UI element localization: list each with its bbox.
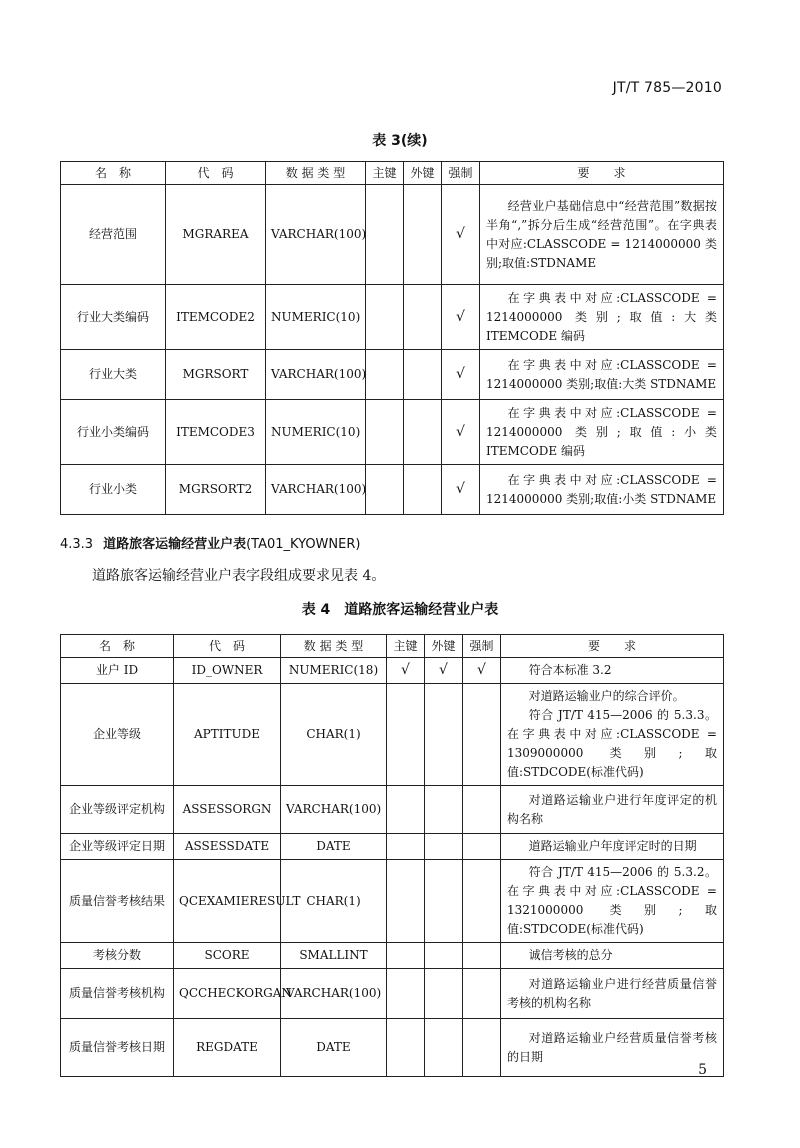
field-name-cell: 企业等级 — [61, 684, 174, 786]
col-header-type: 数 据 类 型 — [266, 162, 366, 185]
foreign-key-cell — [425, 860, 463, 943]
field-name-cell: 考核分数 — [61, 943, 174, 969]
table-row — [61, 285, 724, 350]
field-code-cell: MGRSORT — [166, 350, 266, 400]
primary-key-cell — [387, 969, 425, 1019]
field-type-cell: DATE — [281, 834, 387, 860]
foreign-key-cell — [425, 1019, 463, 1077]
required-cell: √ — [442, 400, 480, 465]
col-header-fk: 外键 — [425, 635, 463, 658]
primary-key-cell — [387, 684, 425, 786]
table4-body — [61, 658, 724, 1077]
standard-code: JT/T 785—2010 — [612, 80, 722, 96]
requirement-text: 道路运输业户年度评定时的日期 — [528, 839, 697, 853]
col-header-pk: 主键 — [366, 162, 404, 185]
col-header-pk: 主键 — [387, 635, 425, 658]
field-code-cell: MGRSORT2 — [166, 465, 266, 515]
requirement-text: 在字典表中对应:CLASSCODE = 1214000000 类别;取值:大类 STDNAME — [486, 357, 717, 391]
table-row — [61, 860, 724, 943]
field-name-cell: 行业小类编码 — [61, 400, 166, 465]
field-name-cell: 行业大类编码 — [61, 285, 166, 350]
field-type-cell: CHAR(1) — [281, 684, 387, 786]
field-code-cell: QCCHECKORGAN — [174, 969, 281, 1019]
required-cell: √ — [463, 658, 501, 684]
field-name-cell: 业户 ID — [61, 658, 174, 684]
primary-key-cell — [366, 465, 404, 515]
field-name-cell: 企业等级评定机构 — [61, 786, 174, 834]
requirement-cell — [501, 860, 724, 943]
required-cell: √ — [442, 350, 480, 400]
field-type-cell: SMALLINT — [281, 943, 387, 969]
field-type-cell: CHAR(1) — [281, 860, 387, 943]
required-cell — [463, 684, 501, 786]
field-code-cell: ASSESSORGN — [174, 786, 281, 834]
foreign-key-cell — [404, 185, 442, 285]
required-cell — [463, 943, 501, 969]
field-code-cell: ASSESSDATE — [174, 834, 281, 860]
field-type-cell: NUMERIC(10) — [266, 285, 366, 350]
field-name-cell: 经营范围 — [61, 185, 166, 285]
field-type-cell: DATE — [281, 1019, 387, 1077]
primary-key-cell — [366, 350, 404, 400]
col-header-fk: 外键 — [404, 162, 442, 185]
foreign-key-cell — [425, 684, 463, 786]
table-row — [61, 185, 724, 285]
requirement-cell — [480, 465, 724, 515]
foreign-key-cell — [425, 786, 463, 834]
requirement-text: 符合 JT/T 415—2006 的 5.3.3。在字典表中对应:CLASSCODE = 1309000000 类别;取值:STDCODE(标准代码) — [507, 708, 717, 779]
requirement-cell — [480, 350, 724, 400]
field-type-cell: VARCHAR(100) — [266, 185, 366, 285]
table-row — [61, 400, 724, 465]
required-cell — [463, 969, 501, 1019]
required-cell — [463, 1019, 501, 1077]
col-header-requirements: 要 求 — [501, 635, 724, 658]
foreign-key-cell — [425, 943, 463, 969]
primary-key-cell — [387, 860, 425, 943]
primary-key-cell — [366, 285, 404, 350]
requirement-text: 对道路运输业户的综合评价。 — [528, 689, 685, 703]
required-cell — [463, 860, 501, 943]
required-cell — [463, 786, 501, 834]
requirement-text: 对道路运输业户进行年度评定的机构名称 — [507, 792, 717, 826]
requirement-cell — [501, 969, 724, 1019]
col-header-code: 代 码 — [174, 635, 281, 658]
foreign-key-cell — [404, 465, 442, 515]
foreign-key-cell — [404, 350, 442, 400]
primary-key-cell — [387, 1019, 425, 1077]
section-heading — [60, 533, 360, 552]
field-code-cell: ID_OWNER — [174, 658, 281, 684]
foreign-key-cell — [425, 834, 463, 860]
table-row — [61, 658, 724, 684]
requirement-text: 在字典表中对应:CLASSCODE = 1214000000 类别;取值:小类 STDNAME — [486, 472, 717, 506]
requirement-text: 经营业户基础信息中“经营范围”数据按半角“,”拆分后生成“经营范围”。在字典表中对应:CLASSCODE = 1214000000 类别;取值:STDNAME — [486, 198, 717, 270]
field-name-cell: 质量信誉考核结果 — [61, 860, 174, 943]
table-row — [61, 943, 724, 969]
page-number: 5 — [698, 1062, 707, 1078]
requirement-cell — [480, 400, 724, 465]
field-name-cell: 质量信誉考核日期 — [61, 1019, 174, 1077]
requirement-text: 对道路运输业户经营质量信誉考核的日期 — [507, 1030, 717, 1064]
field-type-cell: VARCHAR(100) — [266, 350, 366, 400]
required-cell: √ — [442, 465, 480, 515]
table4-title: 表 4 道路旅客运输经营业户表 — [301, 602, 499, 618]
table4 — [60, 634, 724, 1077]
section-number: 4.3.3 — [60, 537, 94, 552]
section-code: (TA01_KYOWNER) — [246, 537, 361, 552]
required-cell: √ — [442, 185, 480, 285]
field-code-cell: ITEMCODE3 — [166, 400, 266, 465]
table-row — [61, 786, 724, 834]
field-name-cell: 行业小类 — [61, 465, 166, 515]
table3-header-row — [61, 162, 724, 185]
foreign-key-cell — [404, 400, 442, 465]
requirement-cell — [501, 786, 724, 834]
primary-key-cell — [387, 943, 425, 969]
requirement-cell — [501, 1019, 724, 1077]
requirement-cell — [480, 185, 724, 285]
col-header-type: 数 据 类 型 — [281, 635, 387, 658]
col-header-required: 强制 — [463, 635, 501, 658]
field-type-cell: VARCHAR(100) — [281, 786, 387, 834]
required-cell — [463, 834, 501, 860]
requirement-cell — [501, 943, 724, 969]
requirement-cell — [501, 834, 724, 860]
table-row — [61, 969, 724, 1019]
foreign-key-cell: √ — [425, 658, 463, 684]
col-header-name: 名 称 — [61, 635, 174, 658]
field-type-cell: NUMERIC(18) — [281, 658, 387, 684]
table-row — [61, 834, 724, 860]
table3 — [60, 161, 724, 515]
field-code-cell: SCORE — [174, 943, 281, 969]
requirement-cell — [480, 285, 724, 350]
col-header-requirements: 要 求 — [480, 162, 724, 185]
table3-body — [61, 185, 724, 515]
requirement-text: 符合 JT/T 415—2006 的 5.3.2。在字典表中对应:CLASSCODE = 1321000000 类别;取值:STDCODE(标准代码) — [507, 865, 717, 936]
field-type-cell: VARCHAR(100) — [266, 465, 366, 515]
table-row — [61, 1019, 724, 1077]
table-row — [61, 684, 724, 786]
requirement-cell — [501, 684, 724, 786]
requirement-text: 在字典表中对应:CLASSCODE = 1214000000 类别;取值:小类 ITEMCODE 编码 — [486, 405, 717, 458]
section-body: 道路旅客运输经营业户表字段组成要求见表 4。 — [92, 568, 386, 584]
col-header-name: 名 称 — [61, 162, 166, 185]
primary-key-cell — [366, 400, 404, 465]
table-row — [61, 465, 724, 515]
foreign-key-cell — [425, 969, 463, 1019]
field-code-cell: APTITUDE — [174, 684, 281, 786]
field-name-cell: 行业大类 — [61, 350, 166, 400]
primary-key-cell: √ — [387, 658, 425, 684]
field-code-cell: ITEMCODE2 — [166, 285, 266, 350]
primary-key-cell — [366, 185, 404, 285]
primary-key-cell — [387, 786, 425, 834]
table4-header-row — [61, 635, 724, 658]
col-header-required: 强制 — [442, 162, 480, 185]
required-cell: √ — [442, 285, 480, 350]
field-type-cell: VARCHAR(100) — [281, 969, 387, 1019]
field-type-cell: NUMERIC(10) — [266, 400, 366, 465]
table-row — [61, 350, 724, 400]
field-code-cell: QCEXAMIERESULT — [174, 860, 281, 943]
requirement-text: 在字典表中对应:CLASSCODE = 1214000000 类别;取值:大类 ITEMCODE 编码 — [486, 290, 717, 343]
section-title: 道路旅客运输经营业户表 — [103, 537, 247, 552]
field-name-cell: 企业等级评定日期 — [61, 834, 174, 860]
requirement-text: 对道路运输业户进行经营质量信誉考核的机构名称 — [507, 976, 717, 1010]
requirement-cell — [501, 658, 724, 684]
col-header-code: 代 码 — [166, 162, 266, 185]
requirement-text: 诚信考核的总分 — [528, 948, 613, 962]
field-code-cell: REGDATE — [174, 1019, 281, 1077]
field-name-cell: 质量信誉考核机构 — [61, 969, 174, 1019]
primary-key-cell — [387, 834, 425, 860]
table3-title: 表 3(续) — [372, 133, 428, 149]
foreign-key-cell — [404, 285, 442, 350]
requirement-text: 符合本标准 3.2 — [528, 663, 612, 677]
field-code-cell: MGRAREA — [166, 185, 266, 285]
